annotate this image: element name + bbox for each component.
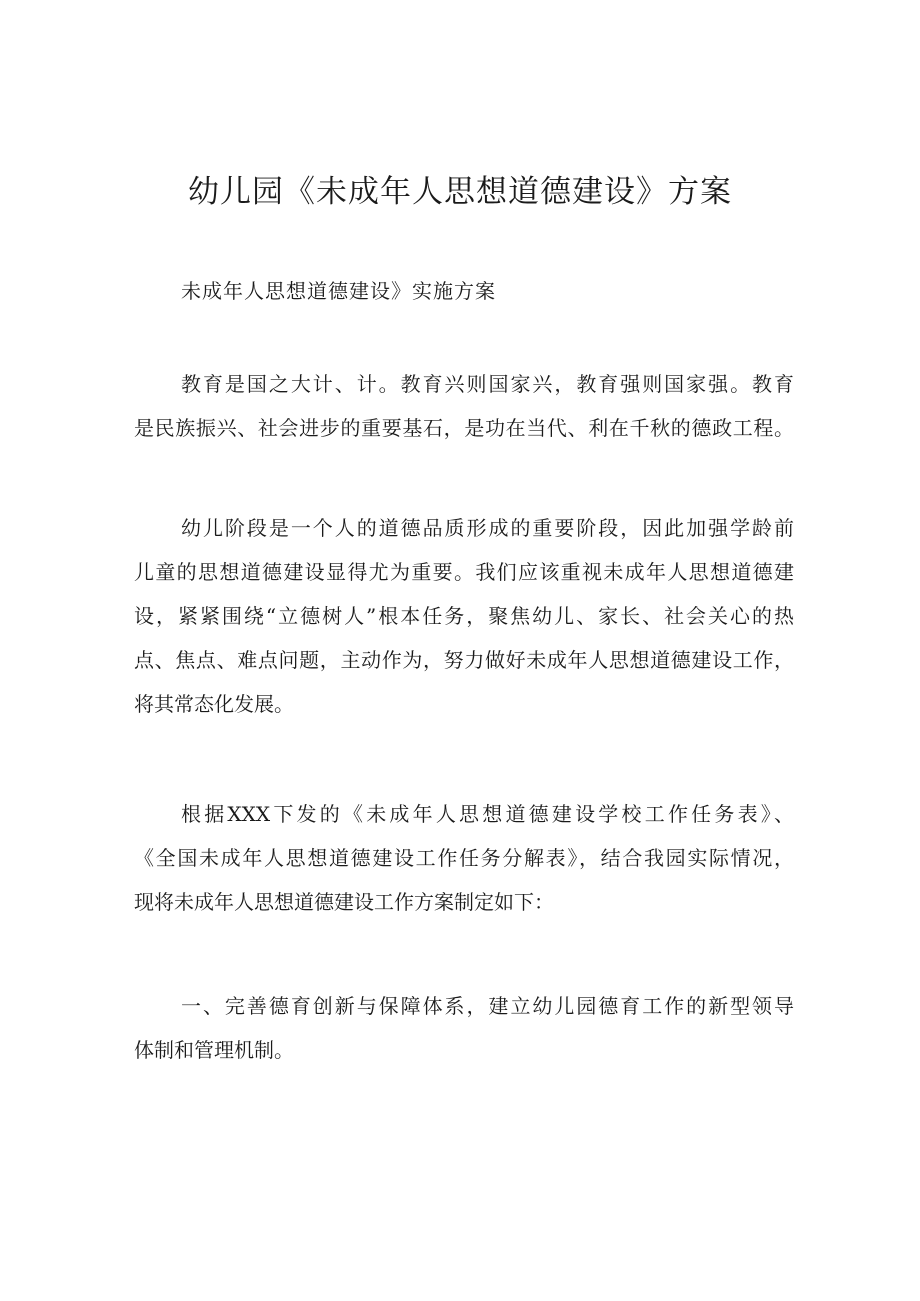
paragraph-line: 将其常态化发展。 (134, 692, 294, 716)
paragraph-line: 体制和管理机制。 (134, 1038, 294, 1062)
paragraph-line: 教育是国之大计、计。教育兴则国家兴，教育强则国家强。教育 (181, 372, 794, 396)
paragraph-line: 根据XXX下发的《未成年人思想道德建设学校工作任务表》、 (181, 802, 794, 826)
paragraph-basis (134, 792, 794, 924)
paragraph-line: 一、完善德育创新与保障体系，建立幼儿园德育工作的新型领导 (181, 994, 794, 1018)
paragraph-line: 儿童的思想道德建设显得尤为重要。我们应该重视未成年人思想道德建 (134, 560, 794, 584)
paragraph-section-one (134, 984, 794, 1072)
document-title: 幼儿园《未成年人思想道德建设》方案 (188, 174, 732, 210)
paragraph-line: 《全国未成年人思想道德建设工作任务分解表》，结合我园实际情况， (134, 846, 794, 870)
paragraph-line: 是民族振兴、社会进步的重要基石，是功在当代、利在千秋的德政工程。 (134, 416, 794, 440)
paragraph-line: 现将未成年人思想道德建设工作方案制定如下： (134, 890, 554, 914)
paragraph-line: 幼儿阶段是一个人的道德品质形成的重要阶段，因此加强学龄前 (181, 516, 794, 540)
paragraph-education-importance (134, 362, 794, 450)
paragraph-line: 点、焦点、难点问题，主动作为，努力做好未成年人思想道德建设工作， (134, 648, 794, 672)
document-subtitle: 未成年人思想道德建设》实施方案 (181, 279, 496, 303)
paragraph-preschool-stage (134, 506, 794, 726)
paragraph-line: 设，紧紧围绕“立德树人”根本任务，聚焦幼儿、家长、社会关心的热 (134, 604, 794, 628)
